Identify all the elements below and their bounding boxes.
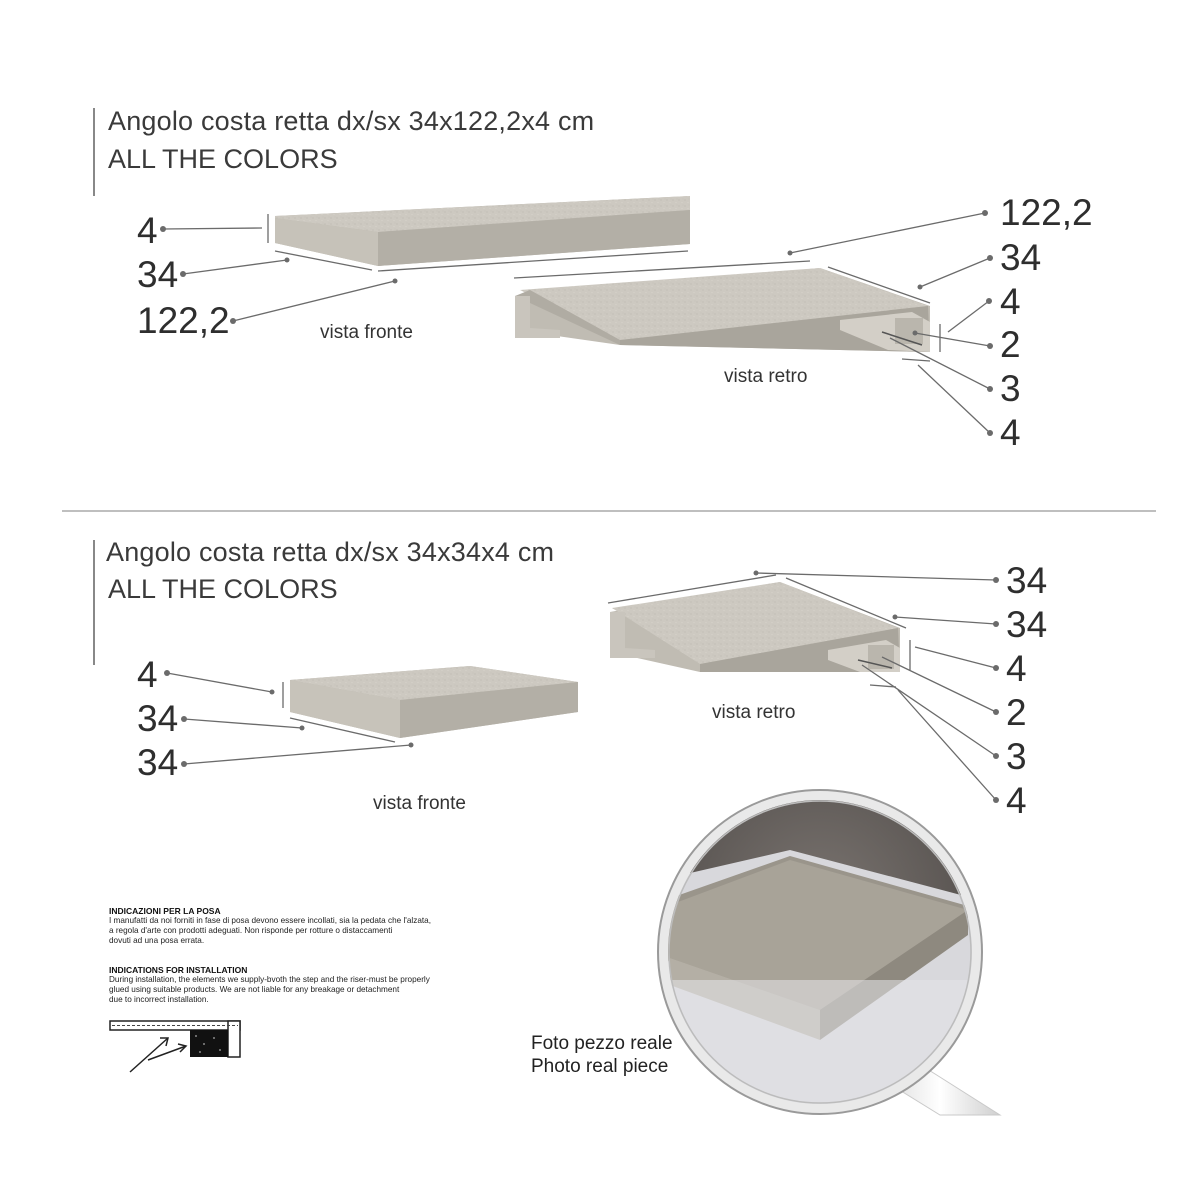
notes-en-line-2: glued using suitable products. We are not liable for any breakage or detachment [109, 985, 400, 994]
section2-front-dim-depth: 34 [137, 698, 179, 739]
section1-back-dim-length: 122,2 [1000, 192, 1093, 233]
section1-back-dim-depth: 34 [1000, 237, 1042, 278]
section2-front-dim-length: 34 [137, 742, 179, 783]
section2-back-dim-depth: 34 [1006, 604, 1048, 645]
section2-title: Angolo costa retta dx/sx 34x34x4 cm [106, 537, 555, 567]
section1-front-dim-depth: 34 [137, 254, 179, 295]
notes-it-heading: INDICAZIONI PER LA POSA [109, 906, 221, 916]
section2-back-dim-length: 34 [1006, 560, 1048, 601]
section2-back-dim-4b: 4 [1006, 780, 1027, 821]
notes-en-heading: INDICATIONS FOR INSTALLATION [109, 965, 248, 975]
notes-it-line-2: a regola d'arte con prodotti adeguati. Non risponde per rotture o distaccamenti [109, 926, 393, 935]
section2-front-caption: vista fronte [373, 793, 466, 814]
section1-back-dim-height: 4 [1000, 281, 1021, 322]
notes-en-line-3: due to incorrect installation. [109, 995, 209, 1004]
section2-back-dim-3: 3 [1006, 736, 1027, 777]
photo-caption-en: Photo real piece [531, 1056, 669, 1077]
section1-back-caption: vista retro [724, 366, 808, 387]
photo-caption-it: Foto pezzo reale [531, 1033, 673, 1054]
section1-front-dim-height: 4 [137, 210, 158, 251]
section2-back-caption: vista retro [712, 702, 796, 723]
installation-diagram [110, 1021, 240, 1072]
section2-front-dim-height: 4 [137, 654, 158, 695]
notes-en-line-1: During installation, the elements we supply-bvoth the step and the riser-must be properly [109, 975, 430, 984]
section1-front-caption: vista fronte [320, 322, 413, 343]
section2-back-dim-height: 4 [1006, 648, 1027, 689]
section2-front-slab [290, 666, 578, 738]
section1-back-dim-3: 3 [1000, 368, 1021, 409]
section2-subtitle: ALL THE COLORS [108, 574, 338, 604]
section1-front-dim-length: 122,2 [137, 300, 230, 341]
section2-back-dim-2: 2 [1006, 692, 1027, 733]
section1-back-dim-2: 2 [1000, 324, 1021, 365]
magnifier-photo [658, 790, 1000, 1115]
section1-title: Angolo costa retta dx/sx 34x122,2x4 cm [108, 106, 595, 136]
section1-back-dim-4b: 4 [1000, 412, 1021, 453]
notes-it-line-3: dovuti ad una posa errata. [109, 936, 205, 945]
section1-subtitle: ALL THE COLORS [108, 144, 338, 174]
notes-it-line-1: I manufatti da noi forniti in fase di posa devono essere incollati, sia la pedata che l'alzata, [109, 916, 431, 925]
